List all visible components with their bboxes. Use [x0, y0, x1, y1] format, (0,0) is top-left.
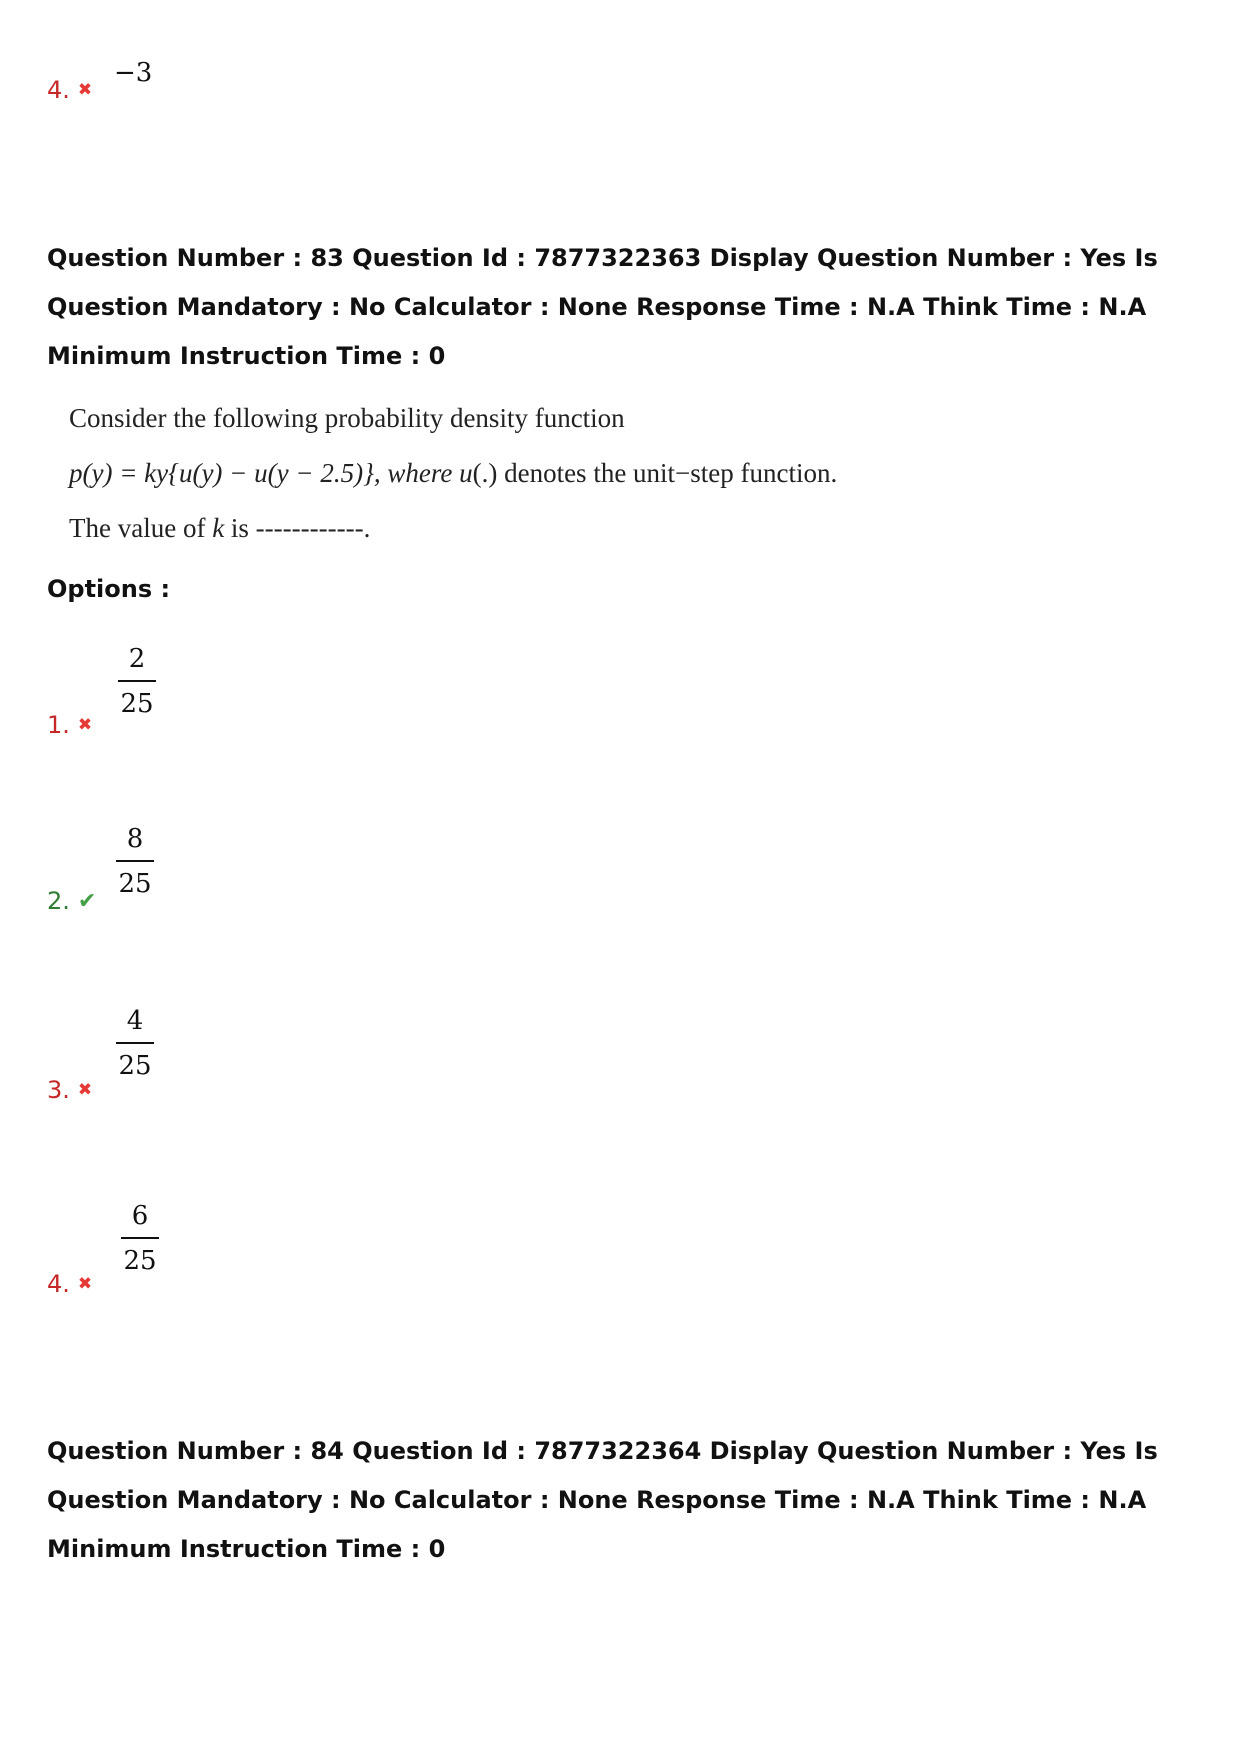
question-line-2: [69, 446, 837, 501]
option-3-fraction: [111, 1006, 159, 1081]
option-number: 4.: [47, 76, 70, 104]
question-83-header: Question Number : 83 Question Id : 7877322363 Display Question Number : Yes Is Question Mandatory : No Calculator : None Response Time : N.A Think Time : N.A Minimum Instruction Time : 0: [47, 244, 1158, 370]
cross-icon: ✖: [77, 1274, 93, 1294]
denominator: 25: [123, 1246, 157, 1276]
options-label: Options :: [47, 575, 171, 603]
formula: p(y) = ky{u(y) − u(y − 2.5)}, where: [69, 458, 460, 488]
question-83-body: [69, 391, 837, 556]
option-2: [47, 887, 96, 915]
option-number: 3.: [47, 1076, 70, 1104]
option-2-fraction: [111, 824, 159, 899]
option-number: 4.: [47, 1270, 70, 1298]
cross-icon: ✖: [77, 80, 93, 100]
option-4: [47, 1270, 92, 1298]
formula-note: (.) denotes the unit−step function.: [472, 458, 838, 488]
question-84-header: Question Number : 84 Question Id : 7877322364 Display Question Number : Yes Is Question Mandatory : No Calculator : None Response Time : N.A Think Time : N.A Minimum Instruction Time : 0: [47, 1437, 1158, 1563]
fraction-bar: [116, 860, 154, 862]
fraction-bar: [116, 1042, 154, 1044]
option-1-fraction: [113, 644, 161, 719]
fraction-bar: [118, 680, 156, 682]
cross-icon: ✖: [77, 715, 93, 735]
denominator: 25: [118, 869, 152, 899]
fraction-bar: [121, 1237, 159, 1239]
option-number: 2.: [47, 887, 70, 915]
numerator: 8: [126, 824, 144, 854]
blank: is ------------.: [224, 513, 371, 543]
option-number: 1.: [47, 711, 70, 739]
question-line-1: Consider the following probability density function: [69, 403, 625, 433]
unit-step-symbol: u: [459, 458, 473, 488]
cross-icon: ✖: [77, 1080, 93, 1100]
numerator: 2: [128, 644, 146, 674]
denominator: 25: [120, 689, 154, 719]
question-line-3: [69, 501, 837, 556]
option-value: −3: [114, 58, 153, 88]
numerator: 6: [131, 1201, 149, 1231]
question-text: The value of: [69, 513, 213, 543]
option-1: [47, 711, 92, 739]
numerator: 4: [126, 1006, 144, 1036]
option-3: [47, 1076, 92, 1104]
denominator: 25: [118, 1051, 152, 1081]
check-icon: ✔: [77, 888, 97, 914]
k-symbol: k: [212, 513, 225, 543]
option-4-fraction: [116, 1201, 164, 1276]
prev-option-4: [47, 76, 92, 104]
